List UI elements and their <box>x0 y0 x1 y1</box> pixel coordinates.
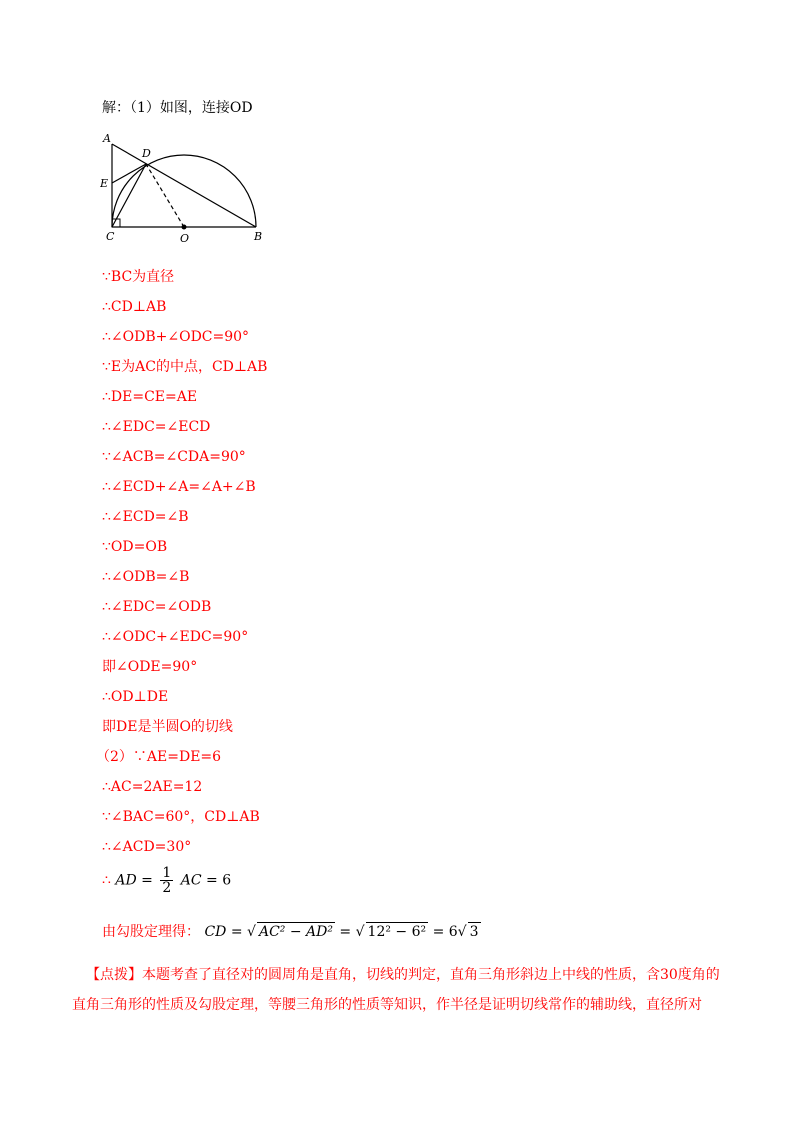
step-1: ∵BC为直径 <box>102 269 175 285</box>
semicircle-arc <box>112 155 256 227</box>
label-d: D <box>142 147 151 160</box>
step-16: 即DE是半圆O的切线 <box>102 719 233 735</box>
fraction-half <box>160 866 173 895</box>
step-12: ∴∠EDC=∠ODB <box>102 599 212 615</box>
step-4: ∵E为AC的中点，CD⊥AB <box>102 359 268 375</box>
ad-eq1: = <box>141 872 153 889</box>
step-2: ∴CD⊥AB <box>102 299 167 315</box>
step-9: ∴∠ECD=∠B <box>102 509 189 525</box>
part1-heading: 解：（1）如图，连接OD <box>102 100 253 116</box>
step-7: ∵∠ACB=∠CDA=90° <box>102 449 246 465</box>
step-6: ∴∠EDC=∠ECD <box>102 419 211 435</box>
label-b: B <box>254 230 263 243</box>
step-13: ∴∠ODC+∠EDC=90° <box>102 629 249 645</box>
cd-eq3: = <box>432 924 445 940</box>
ad-mid: AC <box>180 872 202 889</box>
pythagoras-prefix: 由勾股定理得： <box>102 924 200 940</box>
fraction-denominator: 2 <box>162 880 172 896</box>
comment-paragraph: 【点拨】本题考查了直径对的圆周角是直角，切线的判定，直角三角形斜边上中线的性质，含30度角的直角三角形的性质及勾股定理，等腰三角形的性质等知识，作半径是证明切线常作的辅助线，直径所对 <box>72 967 720 1013</box>
cd-eq2: = <box>339 924 352 940</box>
step-14: 即∠ODE=90° <box>102 659 198 675</box>
radical-2: 12² − 6² <box>367 924 427 940</box>
cd-lhs: CD <box>204 924 227 940</box>
step-3: ∴∠ODB+∠ODC=90° <box>102 329 250 345</box>
segment-od <box>146 164 184 227</box>
fraction-numerator: 1 <box>162 865 172 881</box>
ad-equation <box>102 866 231 895</box>
cd-eq1: = <box>230 924 243 940</box>
radical-3: 3 <box>469 924 479 940</box>
step-18: ∴AC=2AE=12 <box>102 779 203 795</box>
label-c: C <box>106 230 115 243</box>
label-a: A <box>103 132 111 145</box>
step-17: （2）∵AE=DE=6 <box>96 749 222 765</box>
geometry-diagram <box>100 130 270 248</box>
cd-equation: 由勾股定理得： CD = √ AC² − AD² = √ 12² − 6² = 6√ 3 <box>102 924 479 940</box>
step-11: ∴∠ODB=∠B <box>102 569 190 585</box>
step-15: ∴OD⊥DE <box>102 689 169 705</box>
cd-coef: 6 <box>448 924 458 940</box>
step-8: ∴∠ECD+∠A=∠A+∠B <box>102 479 256 495</box>
radical-1: AC² − AD² <box>258 924 333 940</box>
ad-rhs: 6 <box>222 872 232 889</box>
step-19: ∵∠BAC=60°，CD⊥AB <box>102 809 260 825</box>
step-20: ∴∠ACD=30° <box>102 839 192 855</box>
segment-ab <box>112 144 256 227</box>
label-e: E <box>100 177 109 190</box>
ad-eq2: = <box>206 872 218 889</box>
step-10: ∵OD=OB <box>102 539 168 555</box>
step-5: ∴DE=CE=AE <box>102 389 198 405</box>
therefore-symbol: ∴ <box>102 872 111 889</box>
label-o: O <box>180 232 190 245</box>
center-point-o <box>182 225 187 230</box>
ad-lhs: AD <box>115 872 137 889</box>
